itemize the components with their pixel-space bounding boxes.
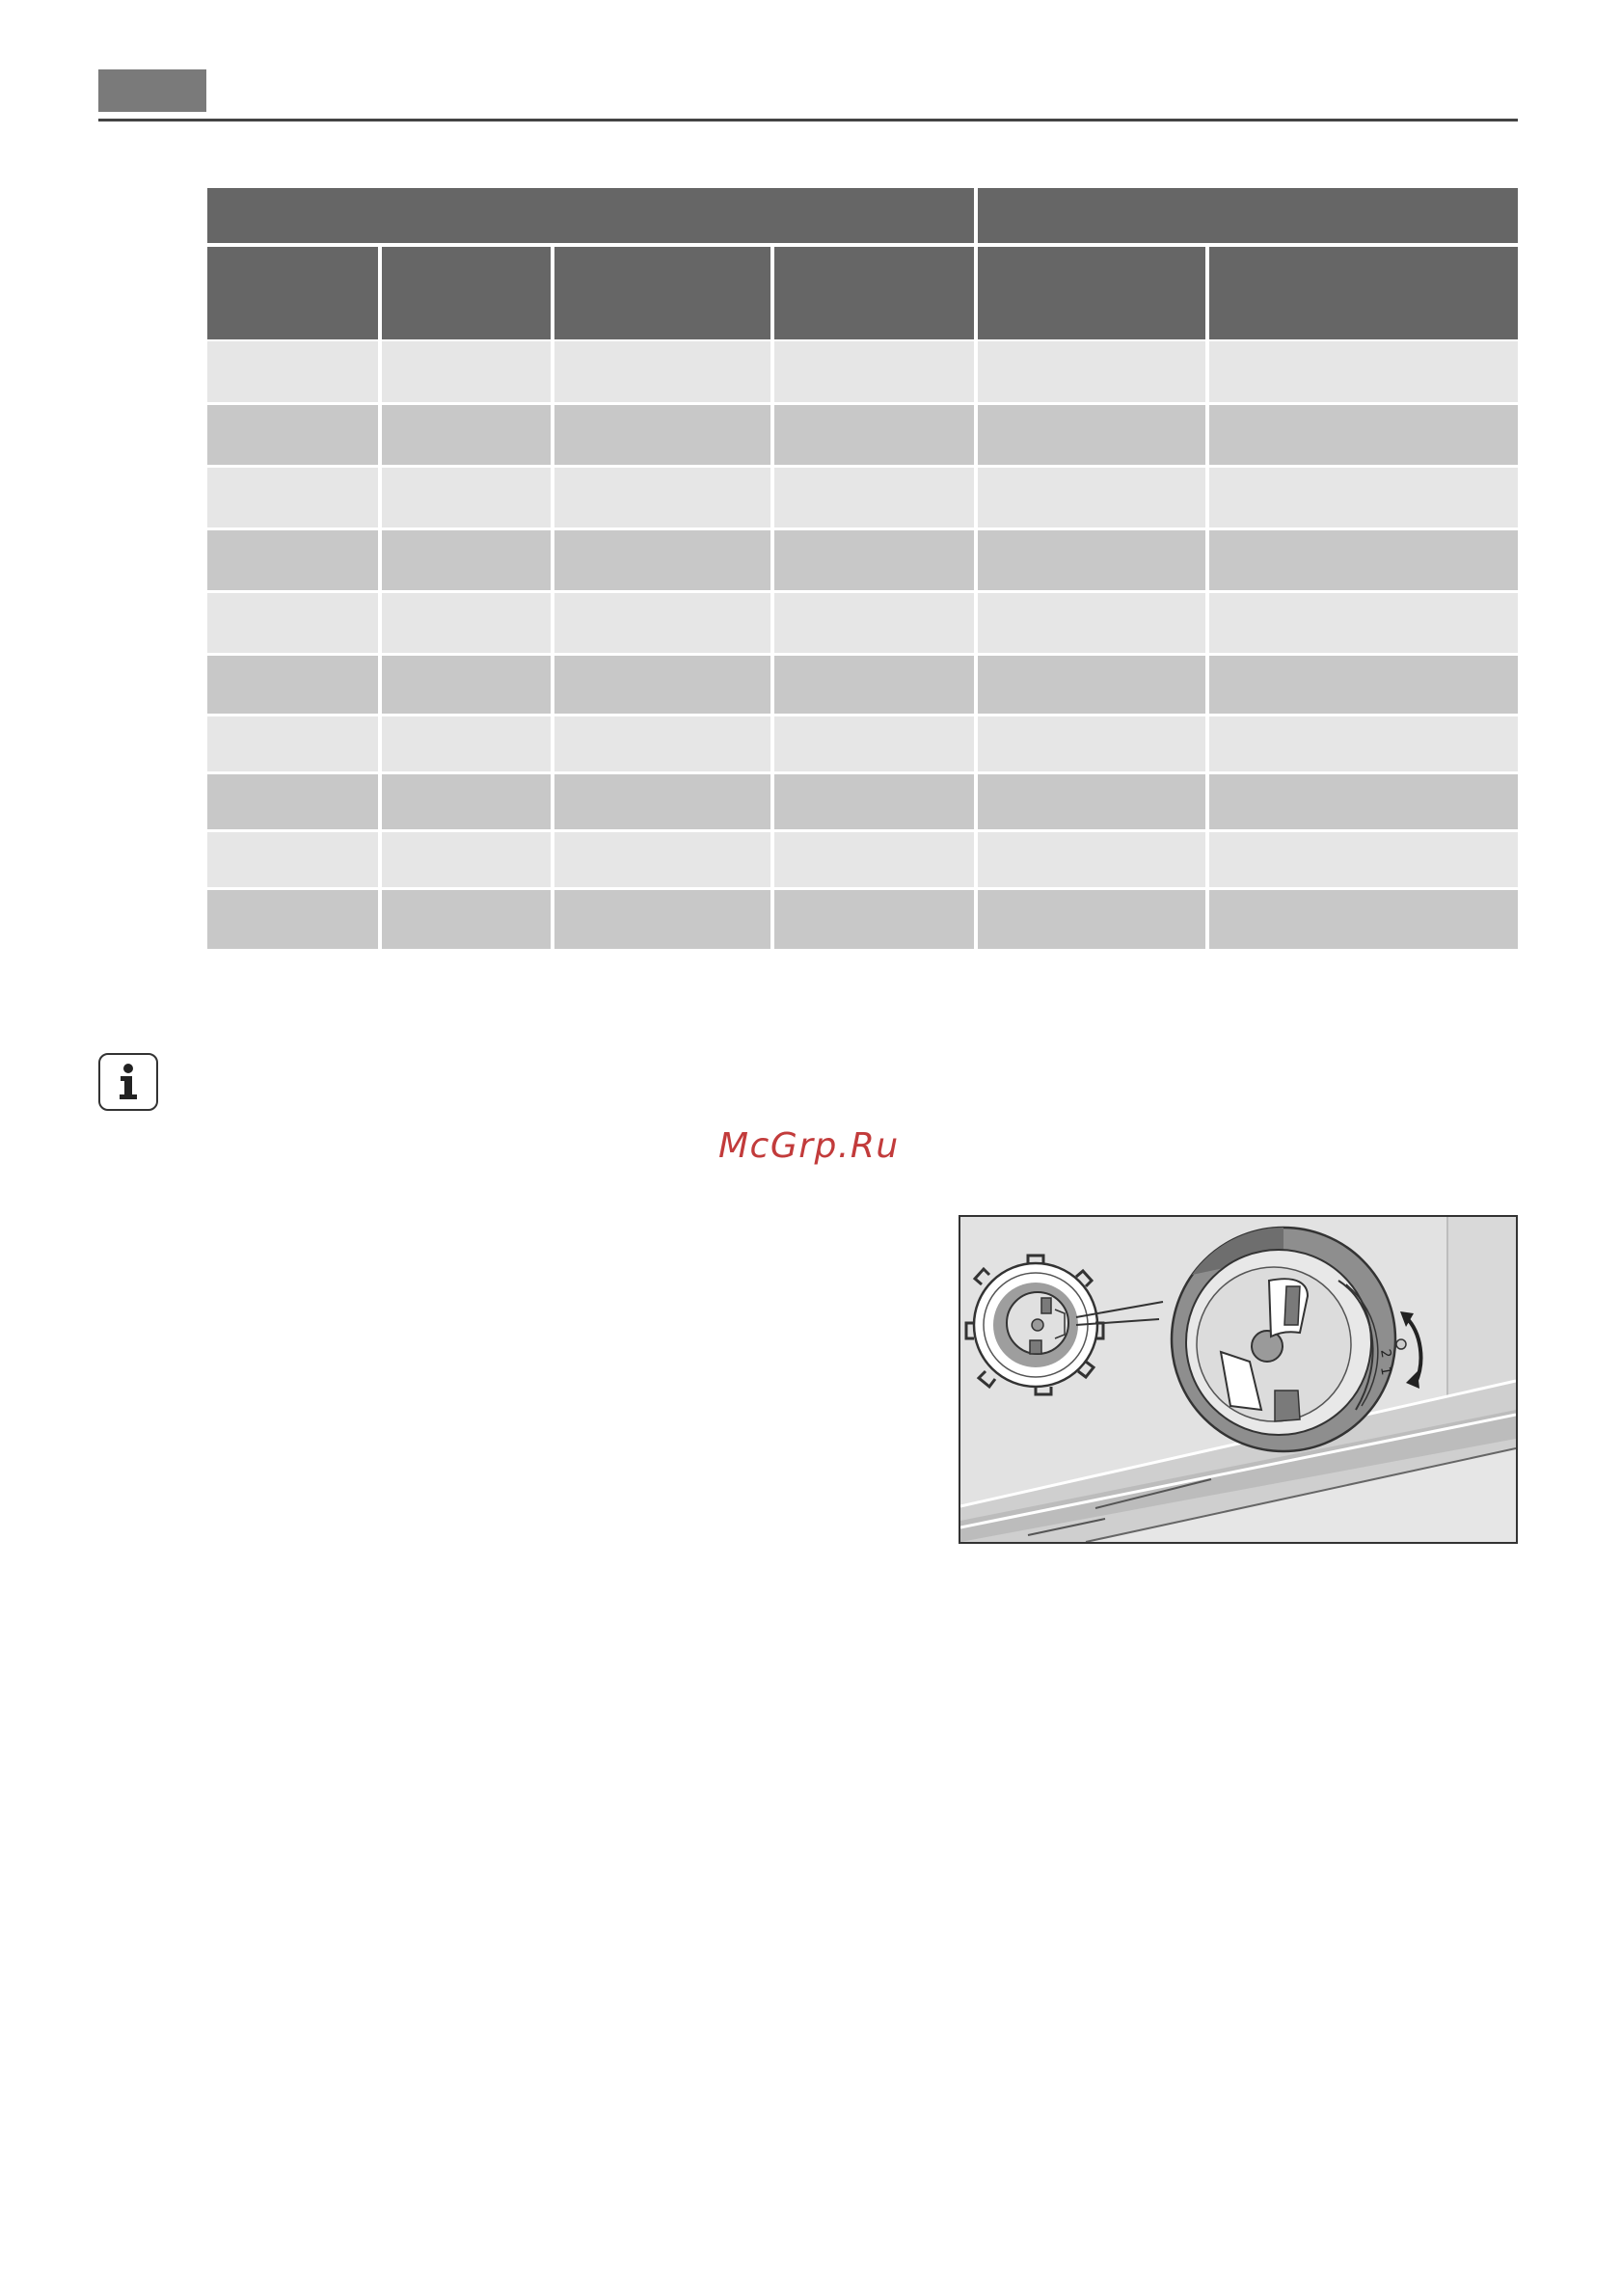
table-column-header xyxy=(978,247,1205,339)
table-cell xyxy=(774,405,974,465)
table-cell xyxy=(774,530,974,590)
table-cell xyxy=(207,832,378,887)
water-hardness-table xyxy=(207,188,1518,952)
table-cell xyxy=(207,341,378,402)
table-cell xyxy=(207,774,378,829)
table-cell xyxy=(1209,832,1518,887)
table-group-header-row xyxy=(207,188,1518,243)
table-cell xyxy=(554,774,770,829)
table-cell xyxy=(1209,405,1518,465)
table-cell xyxy=(382,890,551,949)
table-cell xyxy=(554,890,770,949)
table-row xyxy=(207,832,1518,890)
table-cell xyxy=(382,774,551,829)
table-cell xyxy=(382,530,551,590)
table-cell xyxy=(207,890,378,949)
table-cell xyxy=(382,341,551,402)
table-column-header xyxy=(554,247,770,339)
table-cell xyxy=(774,593,974,653)
table-cell xyxy=(382,832,551,887)
table-cell xyxy=(554,832,770,887)
table-cell xyxy=(207,716,378,771)
table-cell xyxy=(554,341,770,402)
table-row xyxy=(207,405,1518,468)
table-cell xyxy=(774,832,974,887)
table-row xyxy=(207,774,1518,832)
table-cell xyxy=(978,716,1205,771)
table-row xyxy=(207,656,1518,716)
table-group-header-right xyxy=(978,188,1518,243)
table-group-header-left xyxy=(207,188,974,243)
table-row xyxy=(207,890,1518,952)
table-cell xyxy=(774,774,974,829)
table-cell xyxy=(978,468,1205,527)
table-column-header xyxy=(1209,247,1518,339)
table-cell xyxy=(382,593,551,653)
table-column-header-row xyxy=(207,247,1518,341)
table-row xyxy=(207,468,1518,530)
table-cell xyxy=(207,656,378,714)
dial-mark-2: 2 xyxy=(1377,1347,1394,1360)
table-cell xyxy=(207,405,378,465)
table-cell xyxy=(978,774,1205,829)
table-cell xyxy=(554,405,770,465)
table-cell xyxy=(207,593,378,653)
table-cell xyxy=(1209,716,1518,771)
table-cell xyxy=(1209,890,1518,949)
table-cell xyxy=(774,341,974,402)
page-header-tab xyxy=(98,69,206,112)
table-cell xyxy=(1209,468,1518,527)
table-cell xyxy=(978,890,1205,949)
table-cell xyxy=(1209,530,1518,590)
table-cell xyxy=(1209,341,1518,402)
table-cell xyxy=(978,832,1205,887)
table-cell xyxy=(554,716,770,771)
info-icon xyxy=(98,1053,158,1111)
dial-mark-1: 1 xyxy=(1377,1364,1394,1377)
table-cell xyxy=(554,656,770,714)
table-cell xyxy=(382,656,551,714)
table-cell xyxy=(978,405,1205,465)
table-cell xyxy=(382,468,551,527)
table-row xyxy=(207,593,1518,656)
table-cell xyxy=(554,468,770,527)
table-cell xyxy=(1209,593,1518,653)
table-cell xyxy=(554,593,770,653)
water-softener-dial-illustration xyxy=(959,1215,1518,1544)
table-cell xyxy=(774,716,974,771)
table-cell xyxy=(1209,774,1518,829)
table-cell xyxy=(978,656,1205,714)
table-cell xyxy=(382,405,551,465)
table-row xyxy=(207,716,1518,774)
watermark-text: McGrp.Ru xyxy=(718,1126,900,1166)
table-cell xyxy=(978,593,1205,653)
table-cell xyxy=(382,716,551,771)
table-column-header xyxy=(774,247,974,339)
table-cell xyxy=(1209,656,1518,714)
table-cell xyxy=(207,530,378,590)
table-column-header xyxy=(382,247,551,339)
table-cell xyxy=(774,468,974,527)
table-cell xyxy=(774,656,974,714)
table-cell xyxy=(978,530,1205,590)
table-row xyxy=(207,530,1518,593)
table-cell xyxy=(774,890,974,949)
table-row xyxy=(207,341,1518,405)
table-cell xyxy=(978,341,1205,402)
table-column-header xyxy=(207,247,378,339)
table-cell xyxy=(554,530,770,590)
page-header-rule xyxy=(98,119,1518,122)
table-cell xyxy=(207,468,378,527)
